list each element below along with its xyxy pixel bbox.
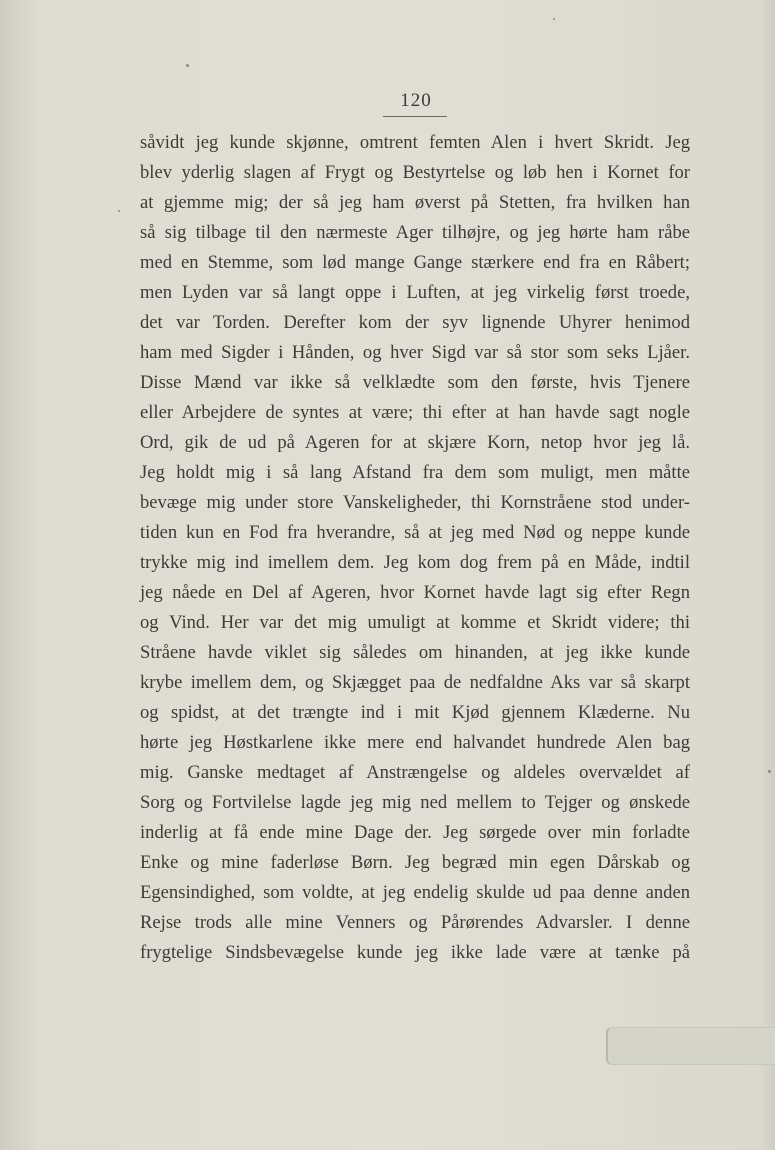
page-number-rule	[383, 116, 447, 117]
text-line: frygtelige Sindsbevægelse kunde jeg ikke lade være at tænke på	[140, 942, 690, 963]
text-line: Stråene havde viklet sig således om hinanden, at jeg ikke kunde	[140, 642, 690, 663]
text-line: og Vind. Her var det mig umuligt at komme et Skridt videre; thi	[140, 612, 690, 633]
text-line: så sig tilbage til den nærmeste Ager tilhøjre, og jeg hørte ham råbe	[140, 222, 690, 243]
page-number: 120	[400, 90, 432, 111]
text-line: Rejse trods alle mine Venners og Pårørendes Advarsler. I denne	[140, 912, 690, 933]
text-line: ham med Sigder i Hånden, og hver Sigd var så stor som seks Ljåer.	[140, 342, 690, 363]
text-line: Egensindighed, som voldte, at jeg endelig skulde ud paa denne anden	[140, 882, 690, 903]
text-line: inderlig at få ende mine Dage der. Jeg sørgede over min forladte	[140, 822, 690, 843]
text-line: det var Torden. Derefter kom der syv lignende Uhyrer henimod	[140, 312, 690, 333]
paper-fleck	[553, 18, 555, 20]
text-line: Enke og mine faderløse Børn. Jeg begræd min egen Dårskab og	[140, 852, 690, 873]
text-line: eller Arbejdere de syntes at være; thi efter at han havde sagt nogle	[140, 402, 690, 423]
text-line: jeg nåede en Del af Ageren, hvor Kornet havde lagt sig efter Regn	[140, 582, 690, 603]
paper-fleck	[186, 64, 189, 67]
paper-fleck	[118, 210, 120, 212]
text-line: Sorg og Fortvilelse lagde jeg mig ned mellem to Tejger og ønskede	[140, 792, 690, 813]
text-line: Disse Mænd var ikke så velklædte som den første, hvis Tjenere	[140, 372, 690, 393]
text-line: trykke mig ind imellem dem. Jeg kom dog frem på en Måde, indtil	[140, 552, 690, 573]
paper-fleck	[768, 770, 771, 773]
text-line: hørte jeg Høstkarlene ikke mere end halvandet hundrede Alen bag	[140, 732, 690, 753]
text-line: blev yderlig slagen af Frygt og Bestyrtelse og løb hen i Kornet for	[140, 162, 690, 183]
text-line: såvidt jeg kunde skjønne, omtrent femten Alen i hvert Skridt. Jeg	[140, 132, 690, 153]
text-line: tiden kun en Fod fra hverandre, så at jeg med Nød og neppe kunde	[140, 522, 690, 543]
text-line: krybe imellem dem, og Skjægget paa de nedfaldne Aks var så skarpt	[140, 672, 690, 693]
body-text	[140, 128, 690, 968]
margin-tab	[606, 1027, 775, 1065]
text-line: og spidst, at det trængte ind i mit Kjød gjennem Klæderne. Nu	[140, 702, 690, 723]
text-line: at gjemme mig; der så jeg ham øverst på Stetten, fra hvilken han	[140, 192, 690, 213]
text-line: Jeg holdt mig i så lang Afstand fra dem som muligt, men måtte	[140, 462, 690, 483]
text-line: men Lyden var så langt oppe i Luften, at jeg virkelig først troede,	[140, 282, 690, 303]
text-line: Ord, gik de ud på Ageren for at skjære Korn, netop hvor jeg lå.	[140, 432, 690, 453]
text-line: med en Stemme, som lød mange Gange stærkere end fra en Råbert;	[140, 252, 690, 273]
text-line: bevæge mig under store Vanskeligheder, thi Kornstråene stod under-	[140, 492, 690, 513]
text-line: mig. Ganske medtaget af Anstrængelse og aldeles overvældet af	[140, 762, 690, 783]
